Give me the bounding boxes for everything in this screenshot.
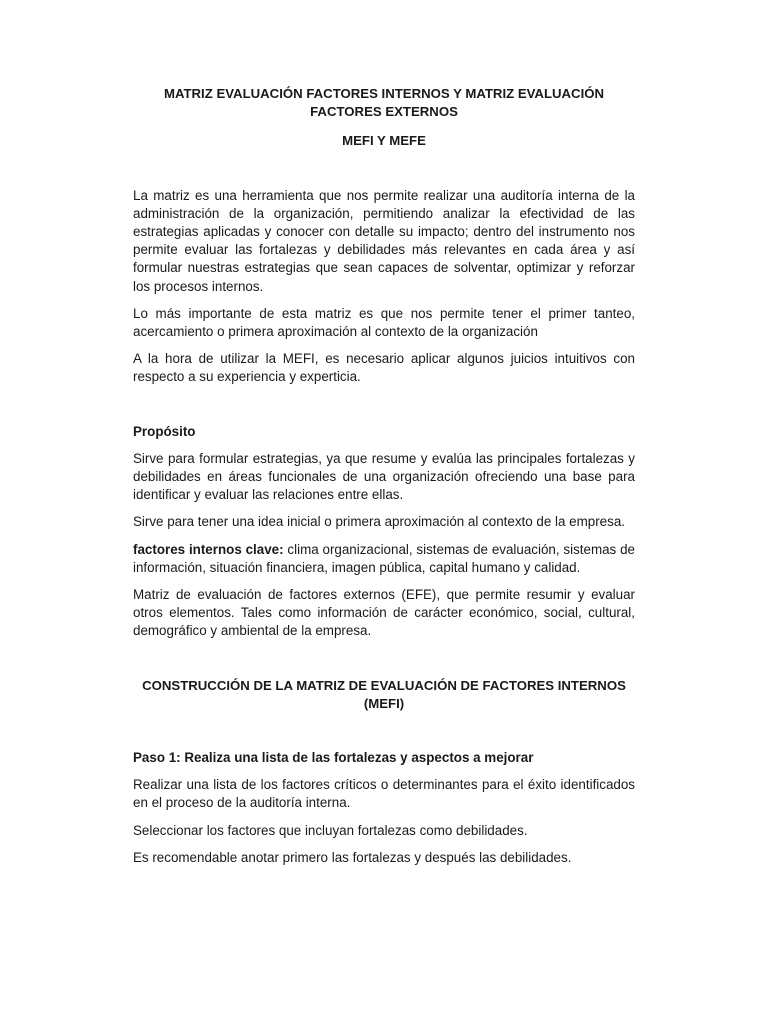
purpose-heading: Propósito (133, 423, 196, 439)
key-factors-text: clima organizacional, sistemas de evaluación, sistemas de información, situación financiera, imagen pública, capital humano y calidad. (133, 541, 635, 575)
construction-title: CONSTRUCCIÓN DE LA MATRIZ DE EVALUACIÓN DE FACTORES INTERNOS (MEFI) (142, 677, 626, 711)
document-body (133, 85, 635, 867)
key-factors-paragraph (133, 541, 635, 577)
step-1-paragraph-2: Seleccionar los factores que incluyan fortalezas como debilidades. (133, 822, 528, 838)
purpose-paragraph-2: Sirve para tener una idea inicial o primera aproximación al contexto de la empresa. (133, 514, 625, 530)
document-subtitle: MEFI Y MEFE (342, 133, 426, 149)
purpose-paragraph-4: Matriz de evaluación de factores externos (EFE), que permite resumir y evaluar otros elementos. Tales como información de carácter económico, social, cultural, demográfico y ambiental de la empresa. (133, 587, 635, 639)
purpose-paragraph-1: Sirve para formular estrategias, ya que resume y evalúa las principales fortalezas y debilidades en áreas funcionales de una organización ofreciendo una base para identificar y evaluar las relaciones entre ellas. (133, 450, 635, 503)
step-1-paragraph-3: Es recomendable anotar primero las fortalezas y después las debilidades. (133, 849, 572, 865)
intro-paragraph-2: Lo más importante de esta matriz es que nos permite tener el primer tanteo, acercamiento o primera aproximación al contexto de la organización (133, 305, 635, 340)
step-1-title: Paso 1: Realiza una lista de las fortalezas y aspectos a mejorar (133, 750, 534, 766)
intro-paragraph-3: A la hora de utilizar la MEFI, es necesario aplicar algunos juicios intuitivos con respecto a su experiencia y experticia. (133, 351, 635, 385)
key-factors-label: factores internos clave: (133, 541, 284, 557)
intro-paragraph-1: La matriz es una herramienta que nos permite realizar una auditoría interna de la administración de la organización, permitiendo analizar la efectividad de las estrategias aplicadas y conocer con detalle su impacto; dentro del instrumento nos permite evaluar las fortalezas y debilidades más relevantes en cada área y así formular nuestras estrategias que sean capaces de solventar, optimizar y reforzar los procesos internos. (133, 187, 635, 294)
document-title: MATRIZ EVALUACIÓN FACTORES INTERNOS Y MATRIZ EVALUACIÓN FACTORES EXTERNOS (163, 86, 605, 120)
step-1-paragraph-1: Realizar una lista de los factores críticos o determinantes para el éxito identificados en el proceso de la auditoría interna. (133, 777, 635, 811)
